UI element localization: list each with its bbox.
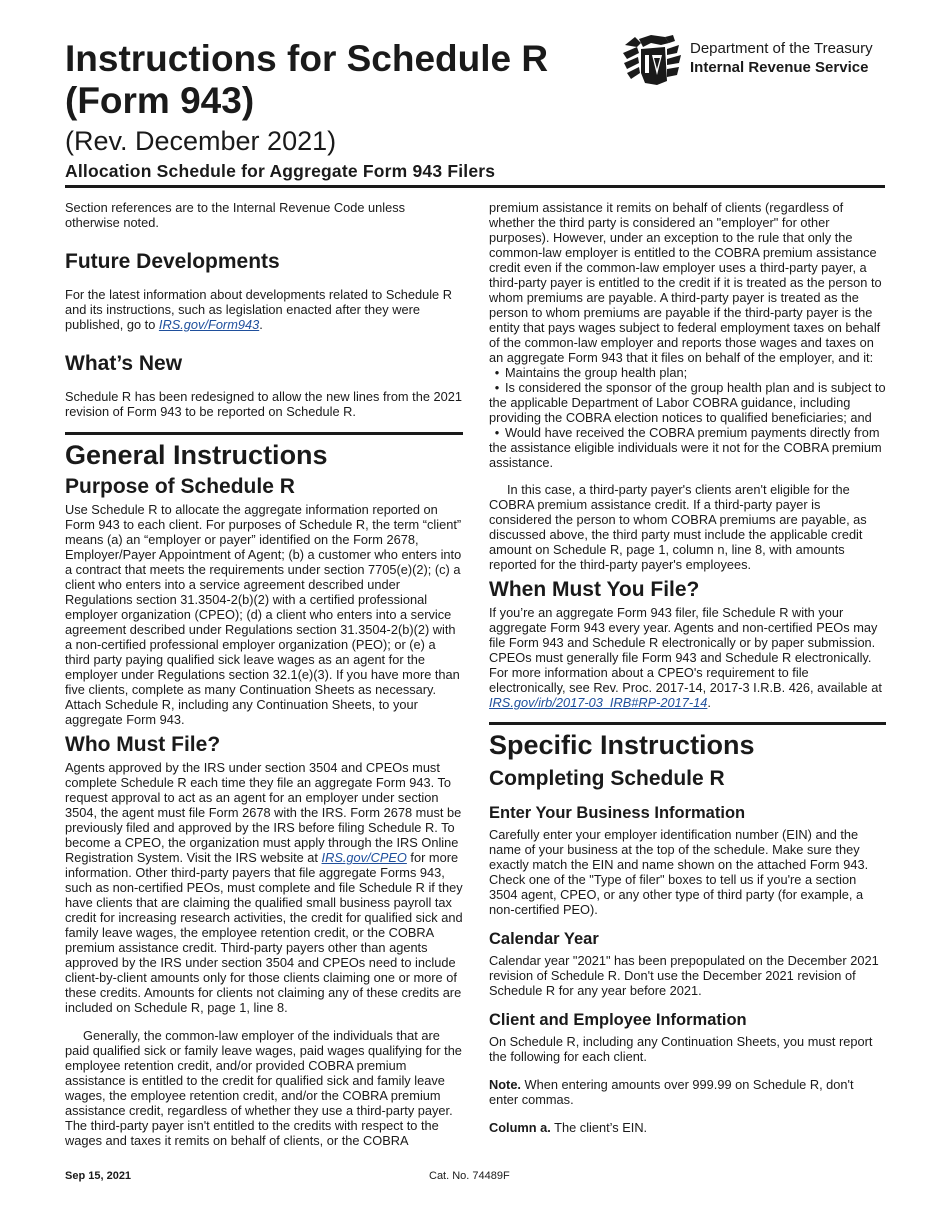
cpeo-link[interactable]: IRS.gov/CPEO xyxy=(321,850,407,865)
bullet-icon: • xyxy=(494,380,500,395)
purpose-text: Use Schedule R to allocate the aggregate information reported on Form 943 to each client. For purposes of Schedule R, the term “client” means (a) an “employer or payer” identified on the Form 2678, Employer/Payer Appointment of Agent; (b) a customer who enters into a contract that meets the requirements under section 7705(e)(2); (c) a client who enters into a service agreement described under Regulations section 31.3504-2(b)(2) with a certified professional employer organization (CPEO); (d) a client who enters into a service agreement described under Regulations section 31.3504-2(b)(2) with a non-certified professional employer organization (PEO); or (e) a third party paying qualified sick leave wages as an agent for the employer under Regulations section 32.1(e)(3). If you have more than five clients, complete as many Continuation Sheets as necessary. Attach Schedule R, including any Continuation Sheets, to your aggregate Form 943. xyxy=(65,502,462,727)
whats-new-text: Schedule R has been redesigned to allow the new lines from the 2021 revision of Form 943 to be reported on Schedule R. xyxy=(65,389,462,419)
calendar-year-heading: Calendar Year xyxy=(489,930,599,948)
generally-text: Generally, the common-law employer of the individuals that are paid qualified sick or family leave wages, paid wages qualifying for the employee retention credit, and/or provided COBRA premium assistance is entitled to the credit for qualified sick and family leave wages, the employee retention credit, and/or the COBRA premium assistance credit, regardless of whether they use a third-party payer. The third-party payer isn't entitled to the credits with respect to the wages and taxes it remits on behalf of clients, or the COBRA xyxy=(65,1028,462,1148)
calendar-year-text: Calendar year "2021" has been prepopulated on the December 2021 revision of Schedule R. Don't use the December 2021 revision of Schedule R for any year before 2021. xyxy=(489,953,879,998)
specific-instructions-heading: Specific Instructions xyxy=(489,730,755,760)
future-developments-text xyxy=(65,287,463,332)
revision-date: (Rev. December 2021) xyxy=(65,126,337,156)
completing-schedule-r-heading: Completing Schedule R xyxy=(489,767,725,790)
who-text-a: Agents approved by the IRS under section 3504 and CPEOs must complete Schedule R each time they file an aggregate Form 943. To request approval to act as an agent for an employer under section 3504, the agent must file Form 2678 with the IRS. Form 2678 must be previously filed and approved by the IRS before filing Schedule R. To become a CPEO, the organization must apply through the IRS Online Registration System. Visit the IRS website at xyxy=(65,760,462,865)
who-must-file-heading: Who Must File? xyxy=(65,733,221,756)
cobra-continued-text: premium assistance it remits on behalf of clients (regardless of whether the third party is considered an "employer" for other purposes). However, under an exception to the rule that only the common-law employer is entitled to the COBRA premium assistance credit even if the common-law employer uses a third-party payer, a third-party payer is entitled to the credit if it is treated as the person to whom premiums are payable. A third-party payer is treated as the person to whom premiums are payable if the third-party payer is the entity that pays wages subject to federal employment taxes on behalf of the common-law employer and reports those wages and taxes on an aggregate Form 943 that it files on behalf of the employer, and it: xyxy=(489,200,882,365)
future-text: For the latest information about developments related to Schedule R and its instructions, such as legislation enacted after they were published, go to xyxy=(65,287,452,332)
dept-irs: Internal Revenue Service xyxy=(690,59,869,76)
purpose-heading: Purpose of Schedule R xyxy=(65,475,295,498)
future-end: . xyxy=(259,317,263,332)
page-title: Instructions for Schedule R (Form 943) xyxy=(65,38,549,121)
form943-link[interactable]: IRS.gov/Form943 xyxy=(158,317,260,332)
when-must-you-file-heading: When Must You File? xyxy=(489,578,700,601)
intro-paragraph: Section references are to the Internal Revenue Code unless otherwise noted. xyxy=(65,200,406,230)
business-info-heading: Enter Your Business Information xyxy=(489,804,746,822)
whats-new-heading: What’s New xyxy=(65,352,183,375)
when-end: . xyxy=(707,695,711,710)
bullet-item xyxy=(489,380,886,425)
footer-date: Sep 15, 2021 xyxy=(65,1170,132,1182)
client-employee-heading: Client and Employee Information xyxy=(489,1011,747,1029)
general-instructions-heading: General Instructions xyxy=(65,440,328,470)
who-must-file-text xyxy=(65,760,463,1015)
right-column xyxy=(489,200,886,1135)
irs-eagle-logo-icon xyxy=(621,33,683,88)
section-rule xyxy=(65,432,463,435)
note-text: When entering amounts over 999.99 on Schedule R, don't enter commas. xyxy=(489,1077,854,1107)
bullet-item xyxy=(489,365,886,380)
catalog-number: Cat. No. 74489F xyxy=(429,1170,510,1182)
dept-treasury: Department of the Treasury xyxy=(690,40,873,57)
bullet-item xyxy=(489,425,886,470)
note-label: Note. xyxy=(489,1077,521,1092)
client-employee-text: On Schedule R, including any Continuation Sheets, you must report the following for each client. xyxy=(489,1034,873,1064)
bullet-text: Would have received the COBRA premium payments directly from the assistance eligible individuals were it not for the COBRA premium assistance. xyxy=(489,425,882,470)
subtitle: Allocation Schedule for Aggregate Form 943 Filers xyxy=(65,161,496,181)
bullet-icon: • xyxy=(494,425,500,440)
when-text: If you’re an aggregate Form 943 filer, file Schedule R with your aggregate Form 943 every year. Agents and non-certified PEOs may file Form 943 and Schedule R electronically or by paper submission. CPEOs must generally file Form 943 and Schedule R electronically. For more information about a CPEO's requirement to file electronically, see Rev. Proc. 2017-14, 2017-3 I.R.B. 426, available at xyxy=(489,605,882,695)
rev-proc-link[interactable]: IRS.gov/irb/2017-03_IRB#RP-2017-14 xyxy=(489,695,708,710)
column-a-text: The client’s EIN. xyxy=(550,1120,648,1135)
note-paragraph xyxy=(489,1077,886,1107)
who-text-b: for more information. Other third-party payers that file aggregate Forms 943, such as non-certified PEOs, must complete and file Schedule R if they have clients that are claiming the qualified small business payroll tax credit for increasing research activities, the credit for qualified sick and family leave wages, the employee retention credit, or the COBRA premium assistance credit. Third-party payers other than agents approved by the IRS under section 3504 and CPEOs need to include client-by-client amounts only for those clients claiming one or more of these credits. Amounts for clients not claiming any of these credits are included on Schedule R, page 1, line 8. xyxy=(65,850,463,1015)
business-info-text: Carefully enter your employer identification number (EIN) and the name of your business at the top of the schedule. Make sure they exactly match the EIN and name shown on the attached Form 943. Check one of the "Type of filer" boxes to tell us if you're a section 3504 agent, CPEO, or any other type of third party (for example, a non-certified PEO). xyxy=(489,827,869,917)
left-column xyxy=(65,200,463,1148)
bullet-icon: • xyxy=(494,365,500,380)
section-rule xyxy=(489,722,886,725)
column-a-paragraph xyxy=(489,1120,886,1135)
third-party-case-text: In this case, a third-party payer's clients aren't eligible for the COBRA premium assistance credit. If a third-party payer is considered the person to whom COBRA premiums are payable, as discussed above, the third party must include the applicable credit amount on Schedule R, page 1, column n, line 8, with amounts reported for the third-party payer's employees. xyxy=(489,482,867,572)
when-must-you-file-text xyxy=(489,605,886,710)
bullet-text: Maintains the group health plan; xyxy=(505,365,688,380)
header-rule xyxy=(65,185,885,188)
agency-name xyxy=(690,39,873,77)
bullet-text: Is considered the sponsor of the group health plan and is subject to the applicable Department of Labor COBRA guidance, including providing the COBRA election notices to qualified beneficiaries; and xyxy=(489,380,886,425)
future-developments-heading: Future Developments xyxy=(65,250,280,273)
column-a-label: Column a. xyxy=(489,1120,551,1135)
